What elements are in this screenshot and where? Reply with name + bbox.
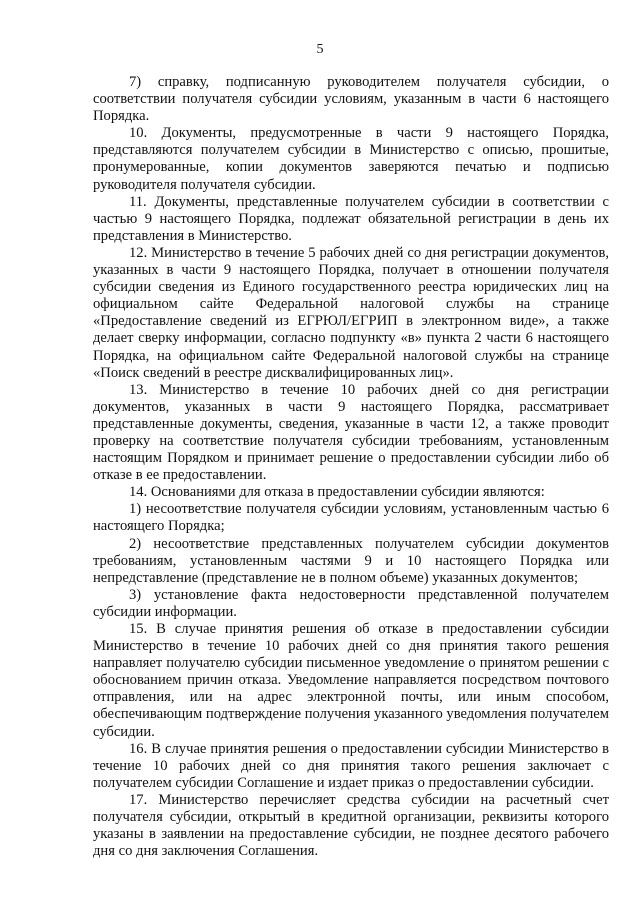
paragraph-11: 11. Документы, представленные получателем субсидии в соответствии с частью 9 настоящего Порядка, подлежат обязательной регистрации в день их представления в Министерство. xyxy=(93,193,609,244)
paragraph-14: 14. Основаниями для отказа в предоставлении субсидии являются: xyxy=(129,484,545,501)
paragraph-14-item-3: 3) установление факта недостоверности представленной получателем субсидии информации. xyxy=(93,586,609,620)
paragraph-15: 15. В случае принятия решения об отказе в предоставлении субсидии Министерство в течение 10 рабочих дней со дня принятия такого решения направляет получателю субсидии письменное уведомление о принятом решении с обоснованием причин отказа. Уведомление направляется посредством почтового отправления, или на адрес электронной почты, или иным способом, обеспечивающим подтверждение получения указанного уведомления получателем субсидии. xyxy=(93,621,609,740)
paragraph-17: 17. Министерство перечисляет средства субсидии на расчетный счет получателя субсидии, открытый в кредитной организации, реквизиты которого указаны в заявлении на предоставление субсидии, не позднее десятого рабочего дня со дня заключения Соглашения. xyxy=(93,791,609,860)
paragraph-14-item-1: 1) несоответствие получателя субсидии условиям, установленным частью 6 настоящего Порядка; xyxy=(93,501,609,535)
paragraph-13: 13. Министерство в течение 10 рабочих дней со дня регистрации документов, указанных в части 9 настоящего Порядка, рассматривает представленные документы, сведения, указанные в части 12, а также проводит проверку на соответствие получателя субсидии требованиям, установленным настоящим Порядком и принимает решение о предоставлении субсидии либо об отказе в ее предоставлении. xyxy=(93,381,609,484)
document-body xyxy=(93,74,609,860)
paragraph-12: 12. Министерство в течение 5 рабочих дней со дня регистрации документов, указанных в части 9 настоящего Порядка, получает в отношении получателя субсидии сведения из Единого государственного реестра юридических лиц на официальном сайте Федеральной налоговой службы на странице «Предоставление сведений из ЕГРЮЛ/ЕГРИП в электронном виде», а также делает сверку информации, согласно подпункту «в» пункта 2 части 6 настоящего Порядка, на официальном сайте Федеральной налоговой службы на странице «Поиск сведений в реестре дисквалифицированных лиц». xyxy=(93,244,609,381)
paragraph-item-7: 7) справку, подписанную руководителем получателя субсидии, о соответствии получателя субсидии условиям, указанным в части 6 настоящего Порядка. xyxy=(93,74,609,125)
paragraph-14-item-2: 2) несоответствие представленных получателем субсидии документов требованиям, установленным частями 9 и 10 настоящего Порядка или непредставление (представление не в полном объеме) указанных документов; xyxy=(93,535,609,586)
page-number: 5 xyxy=(316,42,324,57)
paragraph-10: 10. Документы, предусмотренные в части 9 настоящего Порядка, представляются получателем субсидии в Министерство с описью, прошитые, пронумерованные, копии документов заверяются печатью и подписью руководителя получателя субсидии. xyxy=(93,125,609,193)
paragraph-16: 16. В случае принятия решения о предоставлении субсидии Министерство в течение 10 рабочих дней со дня принятия такого решения заключает с получателем субсидии Соглашение и издает приказ о предоставлении субсидии. xyxy=(93,740,609,791)
